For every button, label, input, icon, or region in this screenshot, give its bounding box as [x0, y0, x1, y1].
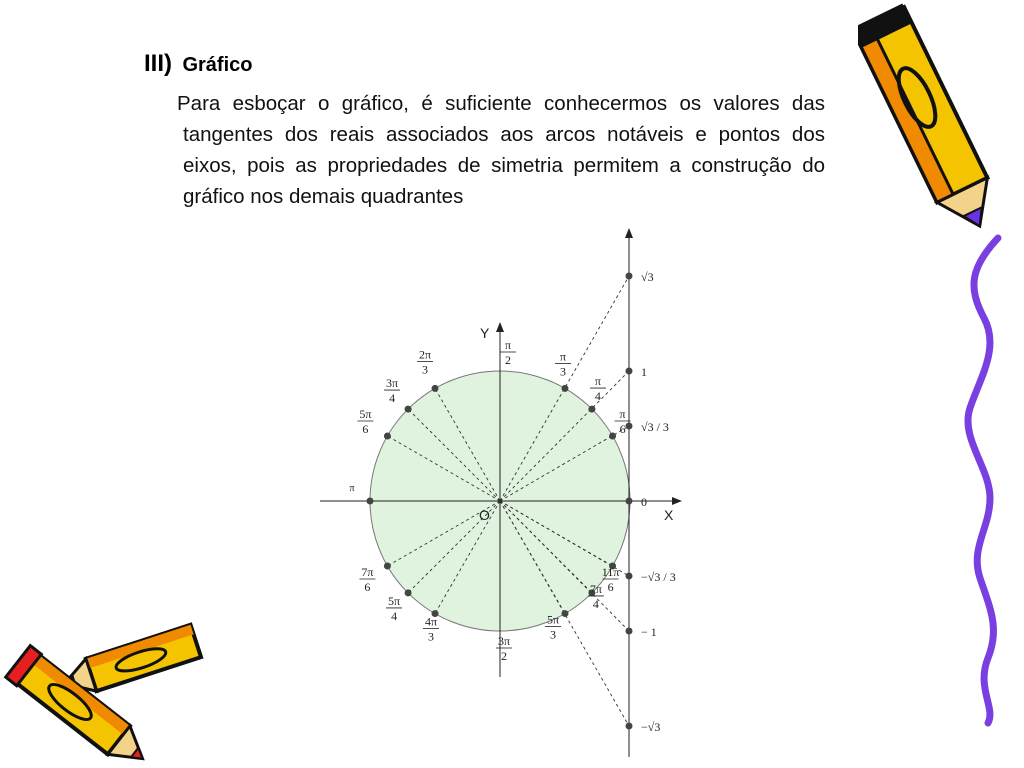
tangent-point-sqrt3-over-3 [626, 423, 633, 430]
svg-text:π: π [349, 483, 355, 494]
tangent-label-sqrt3-over-3: √3 / 3 [641, 420, 669, 434]
arc-label-7pi-4 [588, 582, 604, 611]
svg-text:π: π [619, 407, 626, 421]
arc-point-5pi-4 [405, 589, 412, 596]
arc-point-7pi-6 [384, 563, 391, 570]
svg-text:4π: 4π [424, 614, 438, 629]
section-heading [144, 50, 252, 78]
svg-text:3π: 3π [497, 634, 511, 648]
svg-text:3: 3 [560, 364, 566, 379]
svg-text:3: 3 [422, 362, 428, 377]
arc-label-pi-4 [590, 374, 606, 403]
tangent-point-minus-sqrt3-over-3 [626, 573, 633, 580]
tangent-circle-figure [300, 222, 700, 762]
tangent-point-minus-one [626, 628, 633, 635]
tangent-label-zero: 0 [641, 495, 647, 509]
tangent-label-minus-one: − 1 [641, 625, 657, 639]
svg-text:5π: 5π [546, 612, 560, 627]
tangent-label-minus-sqrt3: −√3 [641, 720, 661, 734]
arc-point-pi-6 [609, 433, 616, 440]
origin-label: O [479, 507, 490, 523]
arc-label-2pi-3 [417, 347, 433, 376]
arc-point-pi [367, 498, 374, 505]
svg-text:4: 4 [592, 596, 599, 611]
arc-label-11pi-6 [602, 565, 620, 594]
svg-text:3: 3 [550, 627, 556, 642]
tangent-point-one [626, 368, 633, 375]
tangent-point-minus-sqrt3 [626, 723, 633, 730]
svg-text:2: 2 [505, 353, 511, 367]
tangent-label-one: 1 [641, 365, 647, 379]
svg-text:3π: 3π [386, 376, 399, 391]
svg-text:4: 4 [391, 608, 398, 623]
tangent-axis-arrow [625, 228, 633, 238]
wavy-decoration [960, 228, 1024, 728]
arc-label-pi-6 [615, 407, 631, 436]
svg-text:6: 6 [619, 422, 626, 436]
arc-point-5pi-6 [384, 433, 391, 440]
svg-text:6: 6 [362, 422, 369, 436]
arc-label-5pi-6 [357, 407, 373, 436]
svg-text:5π: 5π [388, 593, 401, 608]
svg-text:2π: 2π [418, 347, 432, 362]
svg-text:4: 4 [594, 389, 601, 404]
arc-label-5pi-3 [545, 613, 561, 642]
arc-point-pi-3 [562, 385, 569, 392]
pencils-illustration-left [0, 612, 210, 762]
section-number: III) [144, 50, 172, 77]
y-axis-arrow [496, 322, 504, 332]
arc-point-5pi-3 [562, 610, 569, 617]
y-axis-label: Y [480, 325, 490, 341]
svg-text:π: π [594, 374, 601, 389]
arc-point-pi-4 [588, 406, 595, 413]
arc-label-3pi-2 [496, 634, 512, 663]
svg-text:π: π [504, 338, 512, 352]
arc-label-5pi-4 [386, 594, 402, 623]
svg-text:7π: 7π [361, 565, 374, 579]
arc-label-4pi-3 [423, 615, 439, 644]
svg-text:11π: 11π [601, 565, 620, 579]
arc-label-pi-2 [500, 338, 516, 367]
arc-label-pi-3 [555, 349, 571, 378]
x-axis-arrow [672, 497, 682, 505]
svg-text:5π: 5π [359, 407, 372, 421]
svg-text:6: 6 [364, 580, 371, 594]
pencil-illustration-right [858, 0, 1008, 245]
svg-text:7π: 7π [589, 581, 602, 596]
svg-text:π: π [559, 349, 567, 364]
tangent-label-minus-sqrt3-over-3: −√3 / 3 [641, 570, 676, 584]
arc-label-7pi-6 [359, 565, 375, 594]
body-paragraph: Para esboçar o gráfico, é suficiente conhecermos os valores das tangentes dos reais associados aos arcos notáveis e pontos dos eixos, pois as propriedades de simetria permitem a construção do gráfico nos demais quadrantes [177, 92, 825, 208]
arc-point-3pi-4 [405, 406, 412, 413]
tangent-point-zero [626, 498, 633, 505]
arc-point-2pi-3 [432, 385, 439, 392]
tangent-point-sqrt3 [626, 273, 633, 280]
arc-label-pi [349, 483, 354, 494]
x-axis-label: X [664, 507, 674, 523]
svg-text:3: 3 [428, 629, 434, 644]
section-title: Gráfico [182, 54, 253, 76]
svg-text:6: 6 [607, 580, 614, 594]
svg-text:4: 4 [389, 391, 396, 406]
tangent-label-sqrt3: √3 [641, 270, 654, 284]
arc-label-3pi-4 [384, 376, 400, 405]
svg-text:2: 2 [501, 649, 507, 663]
